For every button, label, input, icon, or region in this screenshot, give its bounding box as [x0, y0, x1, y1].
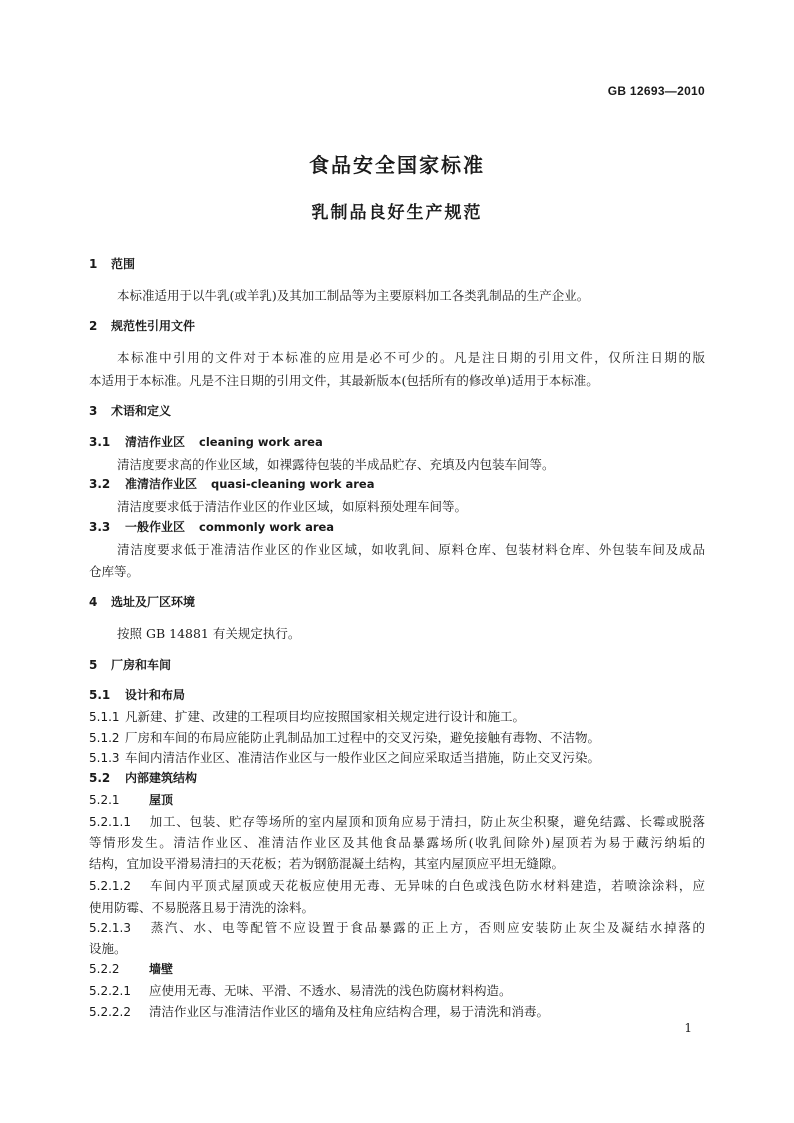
subsection-title: 设计和布局 [125, 688, 186, 702]
term-english: quasi-cleaning work area [211, 477, 375, 491]
subsection-number: 5.2 [89, 771, 111, 785]
clause-text: 应使用无毒、无味、平滑、不透水、易清洗的浅色防腐材料构造。 [149, 983, 512, 998]
clause-text: 厂房和车间的布局应能防止乳制品加工过程中的交叉污染，避免接触有毒物、不洁物。 [125, 730, 601, 745]
section-number: 5 [89, 658, 98, 672]
section-2-paragraph-line: 本适用于本标准。凡是不注日期的引用文件，其最新版本(包括所有的修改单)适用于本标准。 [89, 373, 599, 388]
section-4-paragraph: 按照 GB 14881 有关规定执行。 [117, 626, 301, 641]
clause-text: 车间内清洁作业区、准清洁作业区与一般作业区之间应采取适当措施，防止交叉污染。 [125, 750, 601, 765]
standard-code: GB 12693—2010 [607, 84, 705, 98]
clause-text: 清洁作业区与准清洁作业区的墙角及柱角应结构合理，易于清洗和消毒。 [149, 1004, 550, 1019]
term-english: cleaning work area [199, 435, 323, 449]
term-3-3-definition-line: 清洁度要求低于准清洁作业区的作业区域，如收乳间、原料仓库、包装材料仓库、外包装车间及成品 [117, 542, 705, 557]
clause-5-2-1-2-line [89, 874, 705, 898]
section-title: 选址及厂区环境 [111, 595, 196, 609]
term-number: 3.1 [89, 435, 111, 449]
subsection-number: 5.2.2 [89, 962, 120, 976]
clause-number: 5.1.3 [89, 751, 120, 765]
term-3-2-heading [89, 473, 705, 496]
page-number: 1 [684, 1021, 692, 1035]
section-2-paragraph-line: 本标准中引用的文件对于本标准的应用是必不可少的。凡是注日期的引用文件，仅所注日期的版 [117, 350, 705, 365]
clause-5-2-2-2 [89, 1000, 705, 1024]
section-number: 4 [89, 595, 98, 609]
document-subtitle: 乳制品良好生产规范 [311, 203, 483, 223]
subsection-5-1-heading [89, 684, 705, 707]
clause-number: 5.2.1.2 [89, 879, 131, 893]
section-number: 2 [89, 319, 98, 333]
subsection-title: 屋顶 [149, 793, 174, 807]
term-3-2-definition: 清洁度要求低于清洁作业区的作业区域，如原料预处理车间等。 [117, 499, 468, 514]
clause-text: 加工、包装、贮存等场所的室内屋顶和顶角应易于清扫，防止灰尘积聚，避免结露、长霉或脱落 [149, 814, 705, 829]
term-3-1-definition: 清洁度要求高的作业区域，如裸露待包装的半成品贮存、充填及内包装车间等。 [117, 457, 555, 472]
section-number: 3 [89, 404, 98, 418]
clause-number: 5.2.2.2 [89, 1005, 131, 1019]
clause-number: 5.2.1.3 [89, 921, 131, 935]
clause-5-2-1-1-line: 等情形发生。清洁作业区、准清洁作业区及其他食品暴露场所(收乳间除外)屋顶若为易于藏污纳垢的 [89, 835, 705, 850]
section-title: 术语和定义 [111, 404, 172, 418]
section-3-heading [89, 400, 705, 423]
term-english: commonly work area [199, 520, 335, 534]
section-number: 1 [89, 257, 98, 271]
clause-text: 车间内平顶式屋顶或天花板应使用无毒、无异味的白色或浅色防水材料建造，若喷涂涂料，应 [149, 878, 705, 893]
subsection-5-2-1-heading [89, 789, 705, 812]
subsection-title: 内部建筑结构 [125, 771, 198, 785]
term-3-1-heading [89, 431, 705, 454]
section-title: 范围 [111, 257, 136, 271]
term-3-3-definition-line: 仓库等。 [89, 564, 140, 579]
term-number: 3.2 [89, 477, 111, 491]
clause-number: 5.2.2.1 [89, 984, 131, 998]
subsection-number: 5.2.1 [89, 793, 120, 807]
term-number: 3.3 [89, 520, 111, 534]
document-title: 食品安全国家标准 [309, 153, 485, 177]
clause-text: 蒸汽、水、电等配管不应设置于食品暴露的正上方，否则应安装防止灰尘及凝结水掉落的 [149, 920, 705, 935]
clause-text: 凡新建、扩建、改建的工程项目均应按照国家相关规定进行设计和施工。 [125, 709, 526, 724]
term-3-3-heading [89, 516, 705, 539]
term-chinese: 清洁作业区 [125, 435, 186, 449]
clause-number: 5.1.1 [89, 710, 120, 724]
section-5-heading [89, 654, 705, 677]
term-chinese: 一般作业区 [125, 520, 186, 534]
section-2-heading [89, 315, 705, 338]
clause-5-2-1-2-line: 使用防霉、不易脱落且易于清洗的涂料。 [89, 900, 315, 915]
section-title: 厂房和车间 [111, 658, 172, 672]
clause-5-2-1-1-line: 结构，宜加设平滑易清扫的天花板；若为钢筋混凝土结构，其室内屋顶应平坦无缝隙。 [89, 856, 565, 871]
subsection-title: 墙壁 [149, 962, 174, 976]
clause-5-2-1-3-line: 设施。 [89, 941, 127, 956]
section-1-paragraph: 本标准适用于以牛乳(或羊乳)及其加工制品等为主要原料加工各类乳制品的生产企业。 [117, 288, 590, 303]
section-4-heading [89, 591, 705, 614]
section-title: 规范性引用文件 [111, 319, 196, 333]
subsection-number: 5.1 [89, 688, 111, 702]
section-1-heading [89, 253, 705, 276]
term-chinese: 准清洁作业区 [125, 477, 198, 491]
clause-number: 5.1.2 [89, 731, 120, 745]
clause-number: 5.2.1.1 [89, 815, 131, 829]
subsection-5-2-heading [89, 767, 705, 790]
subsection-5-2-2-heading [89, 958, 705, 981]
